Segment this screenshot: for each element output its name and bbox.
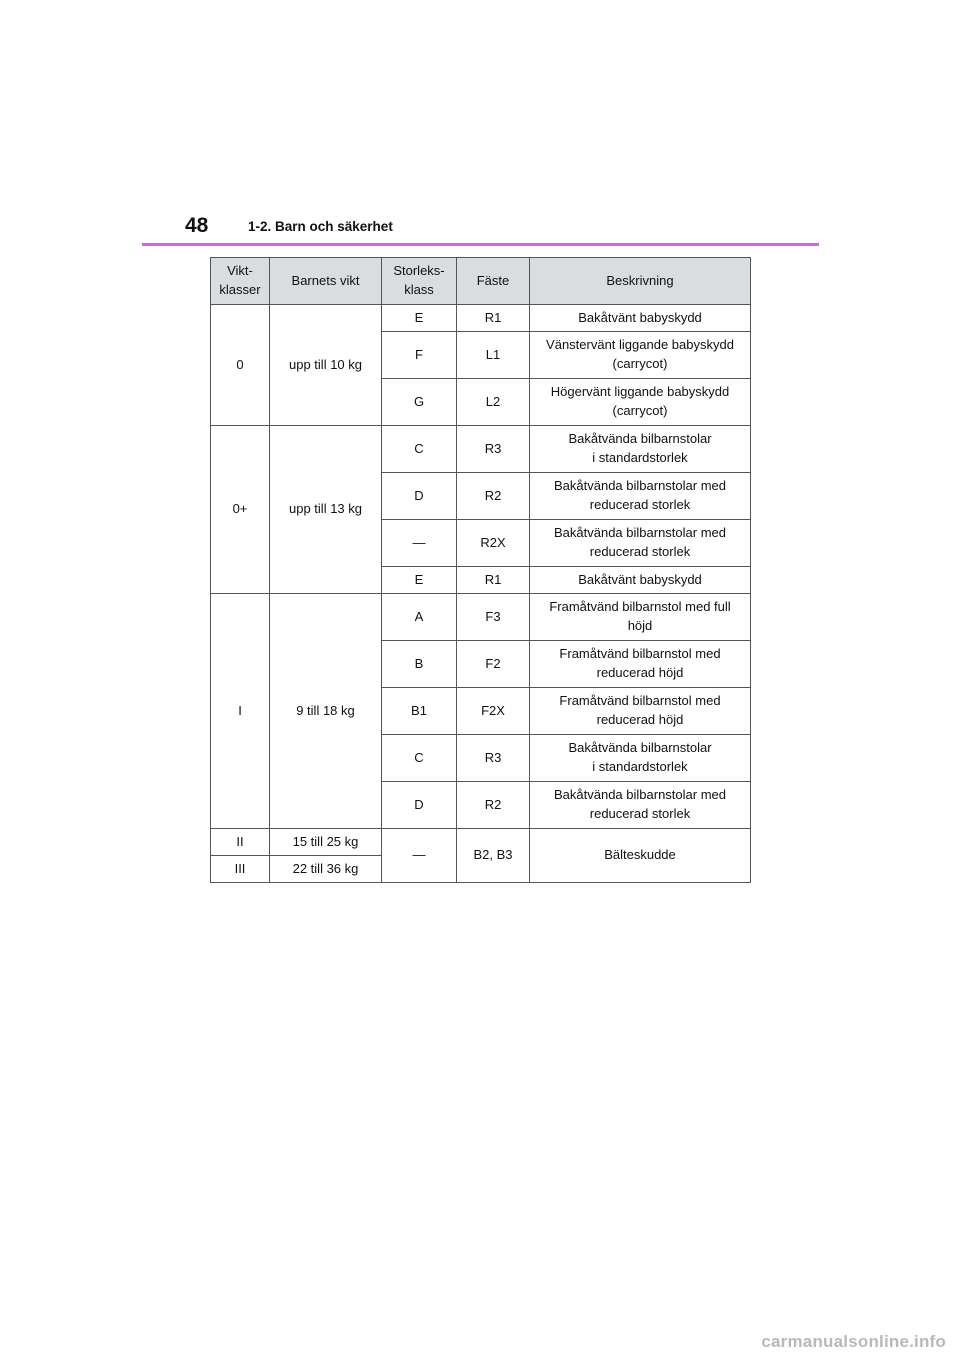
page-number: 48 — [185, 214, 209, 237]
table-head — [211, 258, 751, 305]
size-class-cell: C — [382, 426, 457, 473]
description-header: Beskrivning — [530, 258, 751, 305]
section-title: 1-2. Barn och säkerhet — [248, 219, 393, 234]
fixture-cell: R2X — [457, 520, 530, 567]
fixture-cell: R1 — [457, 305, 530, 332]
child-weight-cell: 22 till 36 kg — [270, 856, 382, 883]
description-cell: Bakåtvända bilbarnstolar i standardstorlek — [530, 735, 751, 782]
child-weight-header: Barnets vikt — [270, 258, 382, 305]
size-class-cell: D — [382, 473, 457, 520]
description-cell: Vänstervänt liggande babyskydd (carrycot) — [530, 332, 751, 379]
description-cell: Bakåtvända bilbarnstolar i standardstorlek — [530, 426, 751, 473]
weight-class-cell: I — [211, 594, 270, 829]
fixture-cell: R1 — [457, 567, 530, 594]
child-weight-cell: 9 till 18 kg — [270, 594, 382, 829]
weight-class-cell: 0 — [211, 305, 270, 426]
child-weight-cell: upp till 13 kg — [270, 426, 382, 594]
size-class-cell: A — [382, 594, 457, 641]
size-class-cell: E — [382, 305, 457, 332]
child-seat-table — [210, 257, 751, 883]
description-cell: Bakåtvända bilbarnstolar med reducerad storlek — [530, 520, 751, 567]
weight-class-cell: 0+ — [211, 426, 270, 594]
fixture-cell: F3 — [457, 594, 530, 641]
description-cell: Framåtvänd bilbarnstol med reducerad höjd — [530, 688, 751, 735]
header-divider — [142, 243, 819, 246]
description-cell: Framåtvänd bilbarnstol med reducerad höjd — [530, 641, 751, 688]
fixture-cell: R2 — [457, 473, 530, 520]
fixture-cell: F2X — [457, 688, 530, 735]
fixture-cell: R2 — [457, 782, 530, 829]
fixture-cell: L2 — [457, 379, 530, 426]
table-row — [211, 305, 751, 332]
site-watermark: carmanualsonline.info — [761, 1332, 946, 1351]
weight-class-cell: III — [211, 856, 270, 883]
description-cell: Bakåtvända bilbarnstolar med reducerad storlek — [530, 473, 751, 520]
description-cell: Bakåtvänt babyskydd — [530, 567, 751, 594]
weight-class-header: Vikt- klasser — [211, 258, 270, 305]
fixture-cell: L1 — [457, 332, 530, 379]
size-class-header: Storleks- klass — [382, 258, 457, 305]
size-class-cell: F — [382, 332, 457, 379]
header-row — [211, 258, 751, 305]
fixture-cell: R3 — [457, 735, 530, 782]
size-class-cell: D — [382, 782, 457, 829]
size-class-cell: B — [382, 641, 457, 688]
fixture-cell: B2, B3 — [457, 829, 530, 883]
size-class-cell: C — [382, 735, 457, 782]
table-row — [211, 426, 751, 473]
description-cell: Högervänt liggande babyskydd (carrycot) — [530, 379, 751, 426]
table-row — [211, 829, 751, 856]
weight-class-cell: II — [211, 829, 270, 856]
description-cell: Bälteskudde — [530, 829, 751, 883]
size-class-cell: — — [382, 829, 457, 883]
size-class-cell: — — [382, 520, 457, 567]
fixture-cell: F2 — [457, 641, 530, 688]
description-cell: Bakåtvända bilbarnstolar med reducerad storlek — [530, 782, 751, 829]
description-cell: Framåtvänd bilbarnstol med full höjd — [530, 594, 751, 641]
size-class-cell: B1 — [382, 688, 457, 735]
child-weight-cell: upp till 10 kg — [270, 305, 382, 426]
table-row — [211, 594, 751, 641]
description-cell: Bakåtvänt babyskydd — [530, 305, 751, 332]
fixture-header: Fäste — [457, 258, 530, 305]
size-class-cell: G — [382, 379, 457, 426]
table-body — [211, 305, 751, 883]
child-weight-cell: 15 till 25 kg — [270, 829, 382, 856]
fixture-cell: R3 — [457, 426, 530, 473]
size-class-cell: E — [382, 567, 457, 594]
